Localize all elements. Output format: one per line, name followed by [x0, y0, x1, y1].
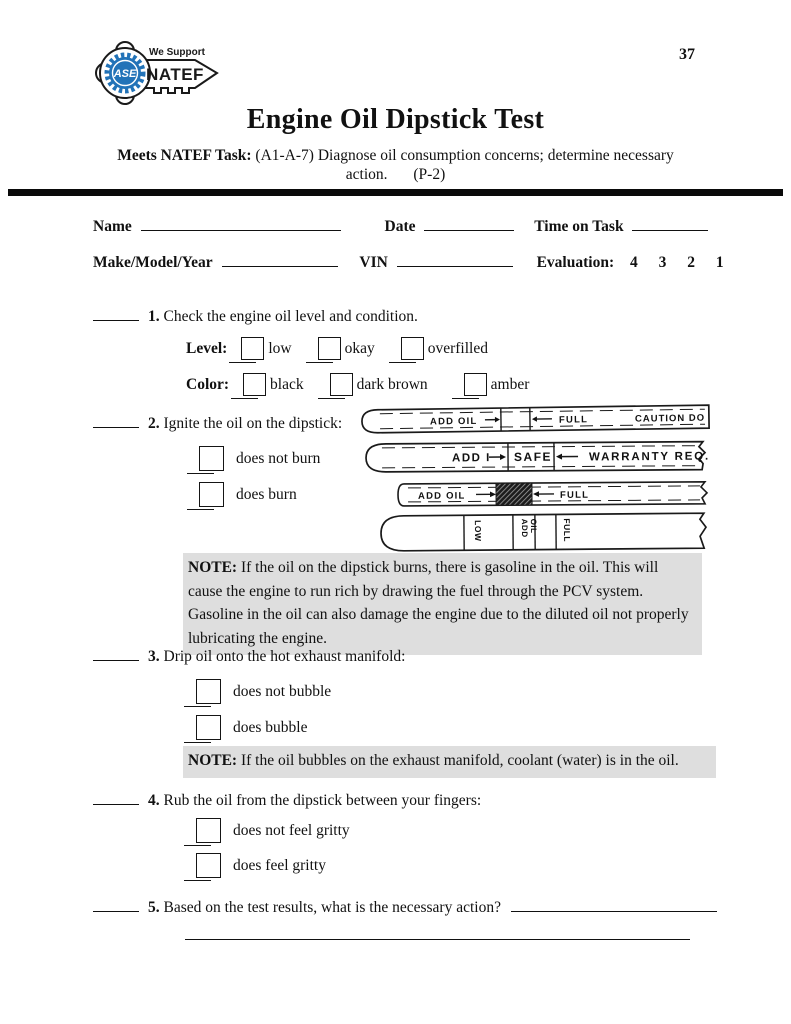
- evaluation-option-2[interactable]: 2: [687, 254, 695, 271]
- date-field[interactable]: [424, 216, 514, 231]
- task-description-cont: action.: [345, 166, 388, 183]
- checkbox-level-overfilled[interactable]: [401, 337, 424, 360]
- name-field[interactable]: [141, 216, 341, 231]
- header-divider: [8, 189, 783, 196]
- checkbox-does-not-feel-gritty[interactable]: [196, 818, 221, 843]
- name-label: Name: [93, 218, 132, 235]
- make-model-year-field[interactable]: [222, 252, 338, 267]
- meets-natef-task-line: [0, 147, 791, 165]
- question-4: [93, 790, 481, 810]
- checkbox-color-amber[interactable]: [464, 373, 487, 396]
- question-1-number: 1.: [148, 308, 160, 325]
- evaluation-label: Evaluation:: [536, 254, 615, 271]
- level-overfilled-label: overfilled: [427, 339, 488, 357]
- dipstick4-full-label: FULL: [561, 518, 573, 543]
- make-model-year-label: Make/Model/Year: [93, 254, 213, 271]
- checkbox-does-bubble[interactable]: [196, 715, 221, 740]
- natef-key-logo-graphic: [93, 40, 225, 106]
- color-dark-brown-label: dark brown: [356, 375, 428, 393]
- dipstick1-full-label: FULL: [558, 414, 589, 426]
- note-coolant: [183, 746, 716, 778]
- natef-logo: [93, 40, 225, 106]
- checkbox-level-okay[interactable]: [318, 337, 341, 360]
- question-5-number: 5.: [148, 899, 160, 916]
- checkbox-color-black[interactable]: [243, 373, 266, 396]
- question-1: [93, 306, 418, 326]
- note-gasoline-label: NOTE:: [188, 559, 238, 576]
- question-2-option-1-row: [199, 446, 320, 471]
- evaluation-option-4[interactable]: 4: [629, 254, 638, 271]
- dipstick2-safe-label: SAFE: [513, 449, 553, 464]
- dipstick4-oil-label: OIL: [528, 518, 539, 534]
- question-3-option-2-row: [196, 715, 307, 740]
- question-2-text: Ignite the oil on the dipstick:: [163, 415, 343, 432]
- dipstick2-add-label: ADD I: [451, 452, 491, 465]
- checkbox-does-burn[interactable]: [199, 482, 224, 507]
- question-1-grade-blank[interactable]: [93, 306, 139, 321]
- we-support-label: We Support: [149, 47, 205, 58]
- page-title: Engine Oil Dipstick Test: [246, 104, 545, 135]
- checkbox-level-low[interactable]: [241, 337, 264, 360]
- color-amber-label: amber: [490, 375, 530, 393]
- evaluation-option-1[interactable]: 1: [715, 254, 724, 271]
- vin-label: VIN: [359, 254, 388, 271]
- necessary-action-field-line1[interactable]: [511, 897, 717, 912]
- does-not-burn-label: does not burn: [236, 449, 321, 467]
- question-2-number: 2.: [148, 415, 160, 432]
- question-3-number: 3.: [148, 648, 160, 665]
- dipstick1-caution-label: CAUTION DO: [634, 412, 706, 425]
- level-low-label: low: [268, 339, 292, 357]
- natef-label: NATEF: [146, 65, 204, 84]
- time-on-task-label: Time on Task: [534, 218, 624, 235]
- question-1-color-row: [186, 373, 529, 396]
- dipstick-diagram-graphic: [356, 404, 791, 556]
- question-1-level-row: [186, 337, 488, 360]
- vin-field[interactable]: [397, 252, 513, 267]
- task-priority: (P-2): [413, 166, 446, 183]
- meets-task-label: Meets NATEF Task:: [117, 147, 252, 164]
- level-okay-label: okay: [344, 339, 375, 357]
- dipstick1-add-oil-label: ADD OIL: [429, 415, 478, 428]
- ase-label: ASE: [113, 68, 137, 80]
- checkbox-does-not-bubble[interactable]: [196, 679, 221, 704]
- dipstick3-full-label: FULL: [559, 489, 590, 501]
- dipstick2-warranty-label: WARRANTY REQ.: [588, 450, 711, 464]
- question-4-option-1-row: [196, 818, 350, 843]
- dipstick4-low-label: LOW: [472, 520, 484, 542]
- date-label: Date: [384, 218, 416, 235]
- task-description-cont-line: [0, 166, 791, 184]
- question-2-grade-blank[interactable]: [93, 413, 139, 428]
- does-burn-label: does burn: [236, 485, 297, 503]
- dipstick-1: [362, 405, 709, 433]
- question-2: [93, 413, 342, 433]
- dipstick3-add-oil-label: ADD OIL: [417, 490, 466, 502]
- page-number: 37: [679, 46, 695, 63]
- question-1-text: Check the engine oil level and condition.: [163, 308, 418, 325]
- task-description: Diagnose oil consumption concerns; determine necessary: [317, 147, 674, 164]
- dipstick4-add-label: ADD: [519, 518, 530, 538]
- question-5-grade-blank[interactable]: [93, 897, 139, 912]
- question-4-option-2-row: [196, 853, 326, 878]
- note-coolant-label: NOTE:: [188, 752, 238, 769]
- color-label: Color:: [186, 375, 230, 393]
- question-3: [93, 646, 405, 666]
- note-coolant-text: If the oil bubbles on the exhaust manifold, coolant (water) is in the oil.: [240, 752, 679, 769]
- question-5: [93, 897, 717, 917]
- necessary-action-field-line2[interactable]: [185, 925, 690, 940]
- does-not-feel-gritty-label: does not feel gritty: [233, 821, 350, 839]
- does-bubble-label: does bubble: [233, 718, 308, 736]
- question-5-text: Based on the test results, what is the necessary action?: [163, 899, 501, 916]
- question-4-grade-blank[interactable]: [93, 790, 139, 805]
- question-3-option-1-row: [196, 679, 331, 704]
- time-on-task-field[interactable]: [632, 216, 708, 231]
- question-4-text: Rub the oil from the dipstick between your fingers:: [163, 792, 482, 809]
- dipstick-3: [398, 482, 707, 506]
- question-3-grade-blank[interactable]: [93, 646, 139, 661]
- does-feel-gritty-label: does feel gritty: [233, 856, 326, 874]
- checkbox-does-not-burn[interactable]: [199, 446, 224, 471]
- dipstick-diagram: [356, 404, 791, 556]
- color-black-label: black: [270, 375, 304, 393]
- question-4-number: 4.: [148, 792, 160, 809]
- question-2-option-2-row: [199, 482, 297, 507]
- dipstick-4: [381, 513, 706, 551]
- checkbox-does-feel-gritty[interactable]: [196, 853, 221, 878]
- note-gasoline-text: If the oil on the dipstick burns, there is gasoline in the oil. This will cause the engine to run rich by drawing the fuel through the PCV system. Gasoline in the oil can also damage the engine due to the diluted oil not properly lubricating the engine.: [188, 559, 689, 647]
- task-code: (A1-A-7): [255, 147, 314, 164]
- question-3-text: Drip oil onto the hot exhaust manifold:: [163, 648, 406, 665]
- does-not-bubble-label: does not bubble: [233, 682, 332, 700]
- info-row-name-date-time: [93, 216, 708, 236]
- note-gasoline: [183, 553, 702, 655]
- dipstick-2: [366, 442, 710, 472]
- checkbox-color-dark-brown[interactable]: [330, 373, 353, 396]
- level-label: Level:: [186, 339, 228, 357]
- info-row-vehicle-evaluation: [93, 252, 724, 272]
- evaluation-option-3[interactable]: 3: [658, 254, 667, 271]
